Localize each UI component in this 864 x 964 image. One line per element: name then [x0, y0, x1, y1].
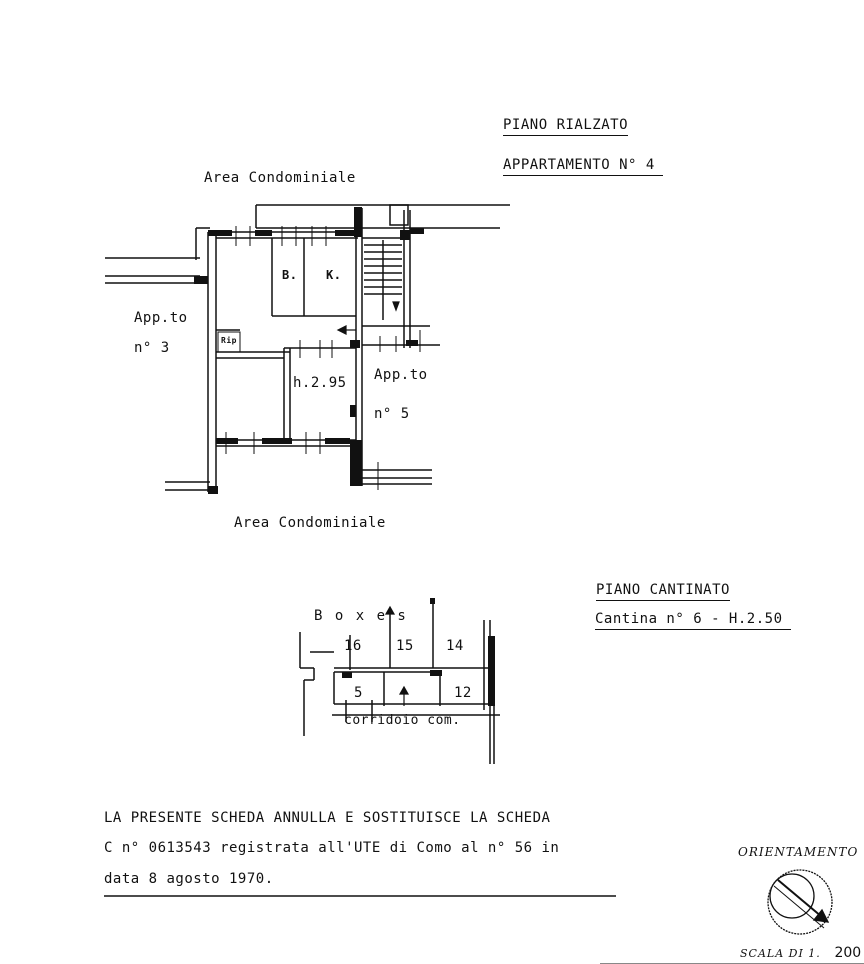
- app-right-label-1: App.to: [374, 367, 428, 383]
- boxes-label: B o x e s: [314, 608, 408, 624]
- box-12-label: 12: [454, 685, 472, 701]
- app-right-label-2: n° 5: [374, 406, 410, 422]
- room-height-label: h.2.95: [293, 375, 347, 391]
- box-5-label: 5: [354, 685, 363, 701]
- room-bath-label: B.: [282, 268, 298, 282]
- scale-value: 200: [834, 945, 862, 961]
- note-line-2: C n° 0613543 registrata all'UTE di Como al n° 56 in: [104, 840, 560, 856]
- scale-block: [740, 942, 861, 961]
- box-14-label: 14: [446, 638, 464, 654]
- scale-label: SCALA DI 1.: [740, 947, 821, 960]
- box-15-label: 15: [396, 638, 414, 654]
- apartment-title: APPARTAMENTO N° 4: [503, 157, 663, 176]
- note-line-3: data 8 agosto 1970.: [104, 871, 274, 887]
- basement-plan: [300, 600, 500, 764]
- area-bottom-label: Area Condominiale: [234, 515, 386, 531]
- area-top-label: Area Condominiale: [204, 170, 356, 186]
- orientation-label: ORIENTAMENTO: [738, 845, 859, 859]
- corridor-label: corridoio com.: [344, 713, 461, 728]
- floor-title: PIANO RIALZATO: [503, 117, 628, 136]
- app-left-label-1: App.to: [134, 310, 188, 326]
- basement-floor-title: PIANO CANTINATO: [596, 582, 730, 601]
- app-left-label-2: n° 3: [134, 340, 170, 356]
- box-16-label: 16: [344, 638, 362, 654]
- cellar-title: Cantina n° 6 - H.2.50: [595, 611, 791, 630]
- compass-icon: [768, 870, 832, 934]
- note-line-1: LA PRESENTE SCHEDA ANNULLA E SOSTITUISCE LA SCHEDA: [104, 810, 551, 826]
- plan-arrows: [338, 302, 399, 334]
- room-kitchen-label: K.: [326, 268, 342, 282]
- plan-heavy-walls: [194, 207, 424, 494]
- room-rip-label: Rip: [221, 336, 237, 345]
